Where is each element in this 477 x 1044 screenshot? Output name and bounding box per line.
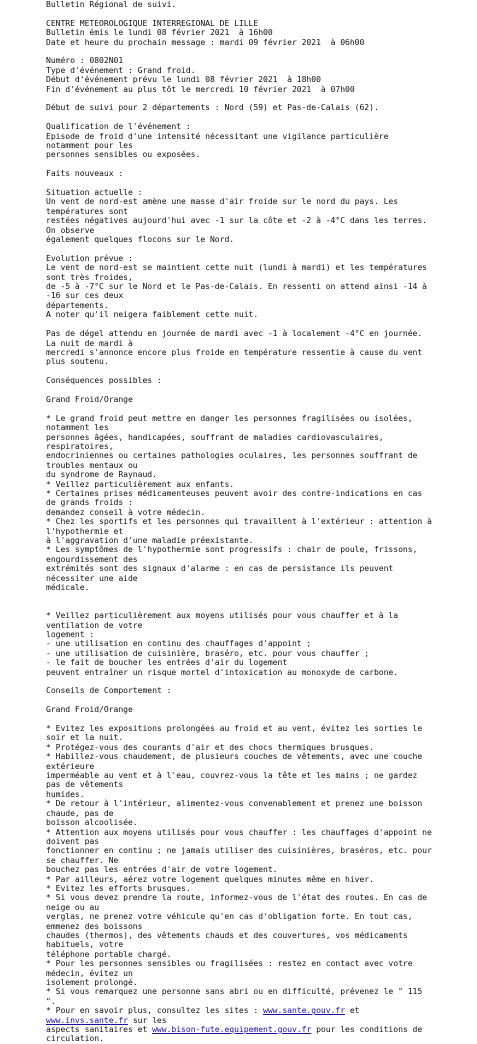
text-line: Le vent de nord-est se maintient cette nuit (lundi à mardi) et les températures	[46, 262, 428, 273]
text-line: - une utilisation en continu des chauffages d'appoint ;	[46, 638, 312, 649]
text-line: * Chez les sportifs et les personnes qui travaillent à l'extérieur : attention à	[46, 516, 432, 527]
text-line: Grand Froid/Orange	[46, 704, 133, 715]
text-line: mercredi s'annonce encore plus froide en température ressentie à cause du vent	[46, 346, 423, 357]
text-line: Bulletin Régional de suivi.	[46, 0, 177, 9]
text-line: également quelques flocons sur le Nord.	[46, 234, 235, 245]
text-line: imperméable au vent et à l'eau, couvrez-vous la tête et les mains ; ne gardez	[46, 770, 418, 781]
text-line: La nuit de mardi à	[46, 337, 133, 348]
link-invs-sante[interactable]: www.invs.sante.fr	[46, 1014, 128, 1025]
text-line: troubles mentaux ou	[46, 459, 138, 470]
links-line-2-suffix: sur les	[128, 1014, 167, 1025]
text-line: se chauffer. Ne	[46, 854, 119, 865]
text-line: pas de vêtements	[46, 779, 124, 790]
text-line: fonctionner en continu ; ne jamais utiliser des cuisinières, braséros, etc. pour	[46, 845, 432, 856]
text-line: * Attention aux moyens utilisés pour vous chauffer : les chauffages d'appoint ne	[46, 826, 432, 837]
text-line: peuvent entraîner un risque mortel d'intoxication au monoxyde de carbone.	[46, 666, 399, 677]
text-line: médicale.	[46, 582, 90, 593]
text-line: -16 sur ces deux	[46, 290, 124, 301]
text-line: l'hypothermie et	[46, 525, 124, 536]
text-line: respiratoires,	[46, 440, 114, 451]
text-line: * Pour les personnes sensibles ou fragilisées : restez en contact avec votre	[46, 958, 413, 969]
text-line: * Si vous devez prendre la route, informez-vous de l'état des routes. En cas de	[46, 892, 428, 903]
text-line: chaude, pas de	[46, 807, 114, 818]
links-line-1-prefix: * Pour en savoir plus, consultez les sites :	[46, 1005, 264, 1016]
text-line: Fin d'événement au plus tôt le mercredi 10 février 2021 à 07h00	[46, 83, 355, 94]
text-line: * Evitez les efforts brusques.	[46, 882, 191, 893]
text-line: Date et heure du prochain message : mardi 09 février 2021 à 06h00	[46, 36, 365, 47]
text-line: A noter qu'il neigera faiblement cette nuit.	[46, 309, 259, 320]
text-line: * Protégez-vous des courants d'air et des chocs thermiques brusques.	[46, 741, 374, 752]
text-line: personnes âgées, handicapées, souffrant de maladies cardiovasculaires,	[46, 431, 384, 442]
text-line: Episode de froid d'une intensité nécessitant une vigilance particulière	[46, 130, 389, 141]
text-line: humides.	[46, 788, 85, 799]
links-line-4: circulation.	[46, 1033, 104, 1044]
text-line: CENTRE METEOROLOGIQUE INTERREGIONAL DE LILLE	[46, 17, 259, 28]
text-line: de -5 à -7°C sur le Nord et le Pas-de-Calais. En ressenti on attend ainsi -14 à	[46, 281, 428, 292]
text-line: Bulletin émis le lundi 08 février 2021 à 16h00	[46, 27, 273, 38]
text-line: * Evitez les expositions prolongées au froid et au vent, évitez les sorties le	[46, 723, 423, 734]
links-line-3-suffix: pour les conditions de	[311, 1024, 423, 1035]
blank-line	[46, 592, 469, 601]
text-line: * Si vous remarquez une personne sans abri ou en difficulté, prévenez le " 115	[46, 986, 423, 997]
links-line-3-prefix: aspects sanitaires et	[46, 1024, 153, 1035]
text-line: notamment les	[46, 422, 109, 433]
text-line: logement :	[46, 629, 95, 640]
text-line: boisson alcoolisée.	[46, 817, 138, 828]
text-line: téléphone portable chargé.	[46, 948, 172, 959]
text-line: médecin, évitez un	[46, 967, 133, 978]
text-line: On observe	[46, 224, 95, 235]
text-line: extrémités sont des signaux d'alarme : en cas de persistance ils peuvent	[46, 563, 394, 574]
text-line: habituels, votre	[46, 939, 124, 950]
bulletin-text	[46, 0, 469, 1006]
text-line: Numéro : 0802N01	[46, 55, 124, 66]
text-line: températures sont	[46, 205, 128, 216]
text-line: de grands froids :	[46, 497, 133, 508]
text-line: personnes sensibles ou exposées.	[46, 149, 201, 160]
text-line: départements.	[46, 299, 109, 310]
text-line: * Certaines prises médicamenteuses peuvent avoir des contre-indications en cas	[46, 487, 423, 498]
text-line: soir et la nuit.	[46, 732, 124, 743]
links-line-3	[46, 1025, 469, 1034]
text-line: Type d'événement : Grand froid.	[46, 64, 196, 75]
text-line: Un vent de nord-est amène une masse d'air froide sur le nord du pays. Les	[46, 196, 399, 207]
text-line: demandez conseil à votre médecin.	[46, 506, 206, 517]
text-line: - une utilisation de cuisinière, braséro, etc. pour vous chauffer ;	[46, 647, 370, 658]
text-line: * Par ailleurs, aérez votre logement quelques minutes même en hiver.	[46, 873, 374, 884]
text-line: neige ou au	[46, 901, 100, 912]
text-line: restées négatives aujourd'hui avec -1 sur la côte et -2 à -4°C dans les terres.	[46, 215, 428, 226]
text-line: Qualification de l'événement :	[46, 121, 191, 132]
text-line: * Habillez-vous chaudement, de plusieurs couches de vêtements, avec une couche	[46, 751, 423, 762]
text-line: verglas, ne prenez votre véhicule qu'en cas d'obligation forte. En tout cas,	[46, 911, 413, 922]
text-line: Grand Froid/Orange	[46, 393, 133, 404]
text-line: extérieure	[46, 760, 95, 771]
text-line: emmenez des boissons	[46, 920, 143, 931]
text-line: Evolution prévue :	[46, 252, 133, 263]
text-line: Pas de dégel attendu en journée de mardi avec -1 à localement -4°C en journée.	[46, 328, 423, 339]
text-line: ventilation de votre	[46, 619, 143, 630]
text-line: Conséquences possibles :	[46, 375, 162, 386]
text-line: endocriniennes ou certaines pathologies oculaires, les personnes souffrant de	[46, 450, 418, 461]
text-line: du syndrome de Raynaud.	[46, 469, 157, 480]
text-line: Début d'événement prévu le lundi 08 février 2021 à 18h00	[46, 74, 321, 85]
text-line: * Veillez particulièrement aux enfants.	[46, 478, 235, 489]
text-line: * Le grand froid peut mettre en danger les personnes fragilisées ou isolées,	[46, 412, 413, 423]
link-sante-gouv[interactable]: www.sante.gouv.fr	[263, 1005, 346, 1016]
text-line: * Veillez particulièrement aux moyens utilisés pour vous chauffer et à la	[46, 610, 399, 621]
text-line: à l'aggravation d'une maladie préexistante.	[46, 534, 254, 545]
text-line: * De retour à l'intérieur, alimentez-vous convenablement et prenez une boisson	[46, 798, 423, 809]
text-line: - le fait de boucher les entrées d'air du logement	[46, 657, 288, 668]
text-line: Faits nouveaux :	[46, 168, 124, 179]
text-line: engourdissement des	[46, 553, 138, 564]
text-line: bouchez pas les entrées d'air de votre logement.	[46, 864, 278, 875]
text-line: doivent pas	[46, 835, 100, 846]
text-line: ".	[46, 995, 56, 1006]
text-line: nécessiter une aide	[46, 572, 138, 583]
link-bison-fute[interactable]: www.bison-fute.equipement.gouv.fr	[152, 1024, 312, 1035]
text-line: isolement prolongé.	[46, 977, 138, 987]
text-line: Début de suivi pour 2 départements : Nord (59) et Pas-de-Calais (62).	[46, 102, 379, 113]
text-line: * Les symptômes de l'hypothermie sont progressifs : chair de poule, frissons,	[46, 544, 418, 555]
text-line: sont très froides,	[46, 271, 133, 282]
text-line: chaudes (thermos), des vêtements chauds et des couvertures, vos médicaments	[46, 929, 408, 940]
links-line-1-suffix: et	[345, 1005, 360, 1016]
text-line: Conseils de Comportement :	[46, 685, 172, 696]
text-line: plus soutenu.	[46, 356, 109, 367]
text-line: Situation actuelle :	[46, 187, 143, 198]
text-line: notamment pour les	[46, 140, 133, 151]
